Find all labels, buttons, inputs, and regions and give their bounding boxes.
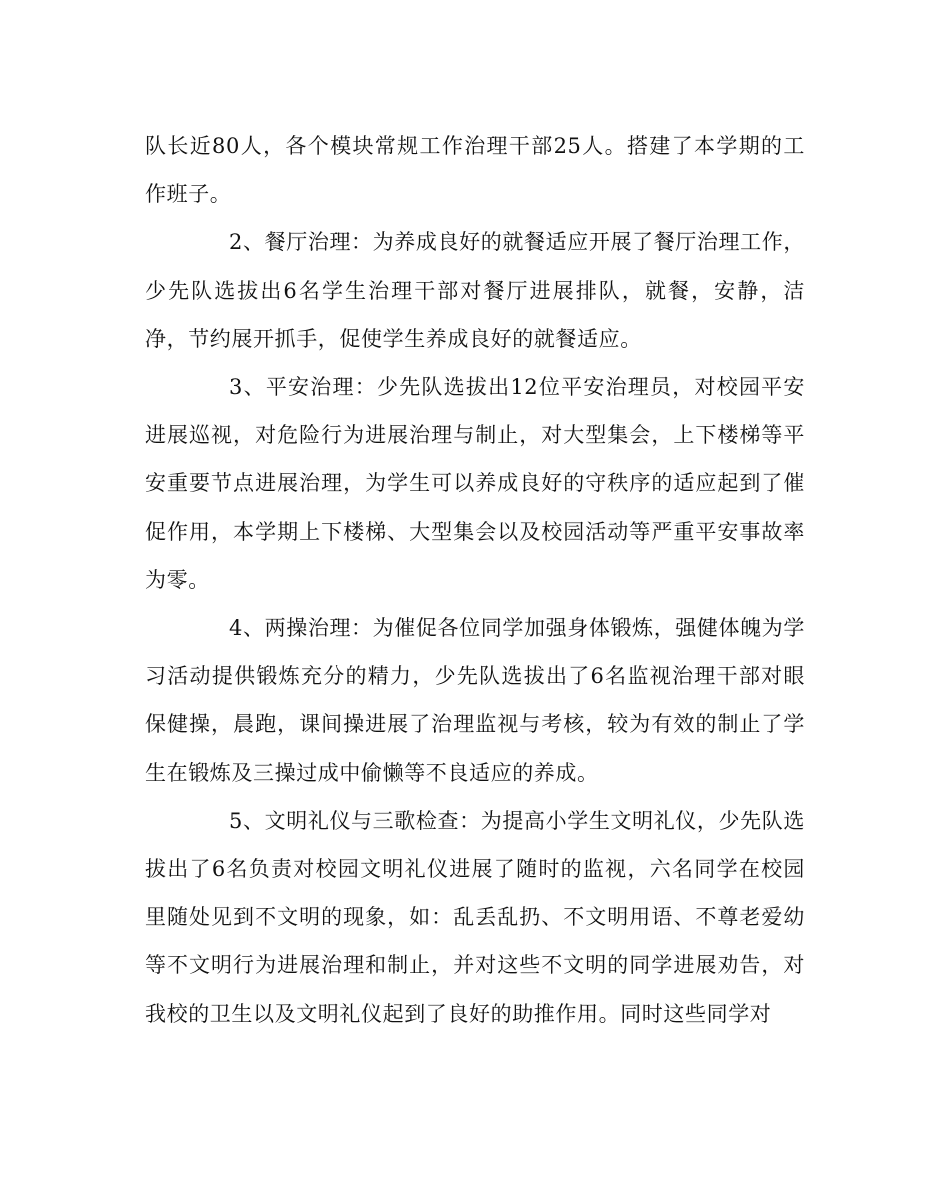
paragraph-canteen-management: 2、餐厅治理：为养成良好的就餐适应开展了餐厅治理工作，少先队选拔出6名学生治理干部对餐厅进展排队，就餐，安静，洁净，节约展开抓手，促使学生养成良好的就餐适应。	[145, 230, 805, 351]
document-body	[145, 122, 805, 1038]
paragraph-safety-management: 3、平安治理：少先队选拔出12位平安治理员，对校园平安进展巡视，对危险行为进展治理与制止，对大型集会，上下楼梯等平安重要节点进展治理，为学生可以养成良好的守秩序的适应起到了催促作用，本学期上下楼梯、大型集会以及校园活动等严重平安事故率为零。	[145, 375, 805, 592]
paragraph-team-summary: 队长近80人，各个模块常规工作治理干部25人。搭建了本学期的工作班子。	[145, 134, 805, 207]
paragraph-etiquette-inspection: 5、文明礼仪与三歌检查：为提高小学生文明礼仪，少先队选拔出了6名负责对校园文明礼仪进展了随时的监视，六名同学在校园里随处见到不文明的现象，如：乱丢乱扔、不文明用语、不尊老爱幼等不文明行为进展治理和制止，并对这些不文明的同学进展劝告，对我校的卫生以及文明礼仪起到了良好的助推作用。同时这些同学对	[145, 808, 805, 1026]
paragraph-exercise-management: 4、两操治理：为催促各位同学加强身体锻炼，强健体魄为学习活动提供锻炼充分的精力，少先队选拔出了6名监视治理干部对眼保健操，晨跑，课间操进展了治理监视与考核，较为有效的制止了学生在锻炼及三操过成中偷懒等不良适应的养成。	[145, 616, 805, 785]
